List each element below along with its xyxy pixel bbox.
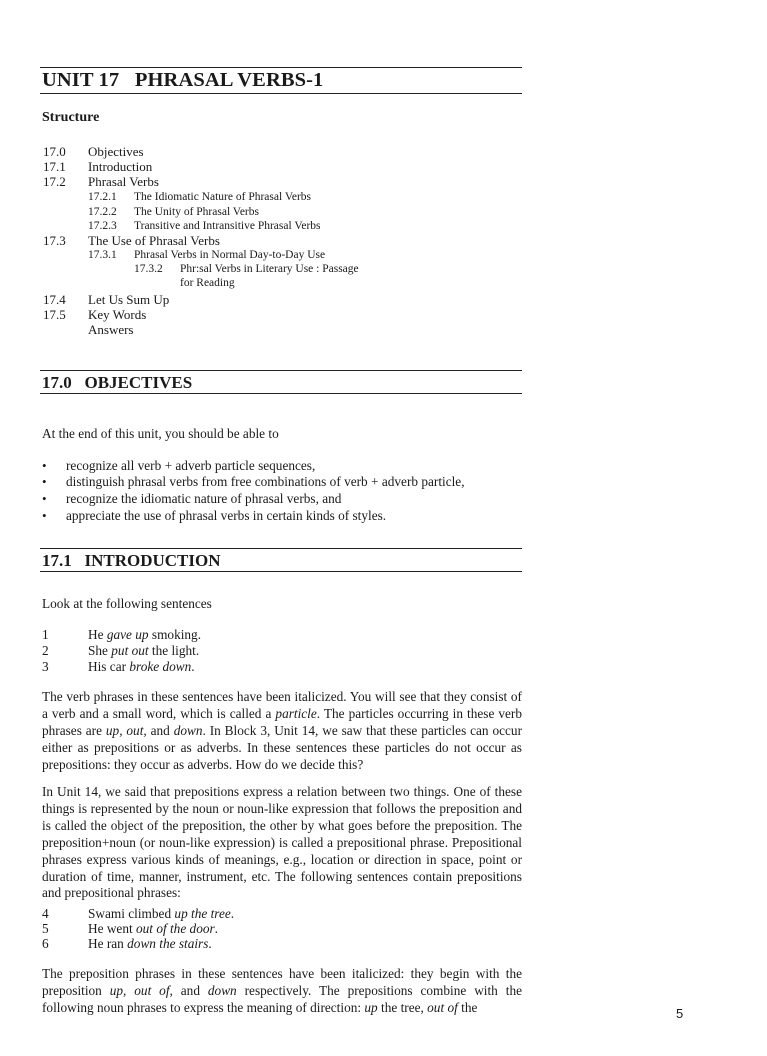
introduction-top-rule: [40, 548, 522, 549]
toc-number: 17.2.2: [88, 206, 117, 218]
bullet-icon: •: [42, 474, 47, 489]
toc-label: Let Us Sum Up: [88, 292, 170, 307]
title-bottom-rule: [40, 93, 522, 94]
text-run: . The particles occurring in these verb phrases are: [42, 705, 523, 738]
example-plain: He ran: [88, 936, 128, 951]
objectives-bottom-rule: [40, 393, 522, 394]
example-plain: He: [88, 627, 107, 642]
example-plain: .: [230, 906, 235, 921]
example-plain: She: [88, 643, 112, 658]
objectives-top-rule: [40, 370, 522, 371]
toc-number: 17.3.2: [134, 263, 163, 275]
text-run: and: [172, 982, 208, 998]
unit-title: UNIT 17 PHRASAL VERBS-1: [42, 69, 324, 91]
paragraph-verb-phrases: [42, 689, 522, 774]
bullet-icon: •: [42, 491, 47, 506]
objectives-intro: At the end of this unit, you should be able to: [42, 426, 279, 441]
toc-label: Phr:sal Verbs in Literary Use : Passage: [180, 263, 359, 275]
example-number: 1: [42, 627, 49, 642]
bullet-icon: •: [42, 508, 47, 523]
text-run: The verb phrases in these sentences have been italicized. You will see that they consist of a verb and a small word, which is called a: [42, 689, 522, 721]
italic-run: up, out of,: [109, 982, 173, 998]
italic-run: up: [364, 999, 378, 1015]
toc-number: 17.3.1: [88, 249, 117, 261]
example-text: [88, 627, 201, 643]
example-text: [88, 936, 212, 952]
example-number: 6: [42, 936, 49, 951]
example-plain: .: [208, 936, 212, 951]
italic-run: down: [207, 982, 237, 998]
objectives-heading: 17.0 OBJECTIVES: [42, 373, 193, 392]
example-number: 5: [42, 921, 49, 936]
italic-run: particle: [275, 705, 317, 721]
text-run: respectively. The prepositions combine with the following noun phrases to express the meaning of direction:: [42, 982, 522, 1015]
example-text: [88, 921, 218, 937]
example-plain: smoking.: [148, 627, 202, 642]
toc-label: Phrasal Verbs in Normal Day-to-Day Use: [134, 249, 326, 261]
toc-number: 17.3: [43, 233, 66, 248]
toc-label: The Use of Phrasal Verbs: [88, 233, 220, 248]
italic-run: out of: [427, 999, 458, 1015]
bullet-icon: •: [42, 458, 47, 473]
text-run: the: [457, 999, 478, 1015]
toc-label: Key Words: [88, 307, 147, 322]
example-plain: the light.: [148, 643, 200, 658]
text-run: and: [146, 722, 174, 738]
example-italic: down the stairs: [127, 936, 209, 951]
introduction-bottom-rule: [40, 571, 522, 572]
toc-label: The Idiomatic Nature of Phrasal Verbs: [134, 191, 312, 203]
objective-text: distinguish phrasal verbs from free combinations of verb + adverb particle,: [66, 474, 465, 489]
italic-run: down: [173, 722, 203, 738]
objective-text: recognize the idiomatic nature of phrasal verbs, and: [66, 491, 342, 506]
example-plain: His car: [88, 659, 130, 674]
example-italic: gave up: [106, 627, 149, 642]
objective-text: appreciate the use of phrasal verbs in certain kinds of styles.: [66, 508, 387, 523]
italic-run: up, out,: [105, 722, 147, 738]
example-plain: He went: [88, 921, 136, 936]
example-plain: .: [214, 921, 218, 936]
objective-text: recognize all verb + adverb particle sequences,: [66, 458, 316, 473]
example-italic: put out: [111, 643, 149, 658]
toc-number: 17.0: [43, 144, 66, 159]
introduction-heading: 17.1 INTRODUCTION: [42, 551, 221, 570]
toc-label: The Unity of Phrasal Verbs: [134, 206, 259, 218]
toc-number: 17.2: [43, 174, 66, 189]
paragraph-prepositions: In Unit 14, we said that prepositions express a relation between two things. One of these things is represented by the noun or noun-like expression that follows the preposition and is called the object of the preposition, the other by what goes before the preposition. The preposition+noun (or noun-like expression) is called a prepositional phrase. Prepositional phrases express various kinds of meanings, e.g., location or direction in space, point or duration of time, manner, instrument, etc. The following sentences contain prepositions and prepositional phrases:: [42, 784, 522, 901]
example-plain: Swami climbed: [88, 906, 175, 921]
example-text: [88, 906, 234, 922]
toc-label: Answers: [88, 322, 134, 337]
example-italic: out of the door: [136, 921, 215, 936]
toc-number: 17.2.3: [88, 220, 117, 232]
example-number: 2: [42, 643, 49, 658]
example-text: [88, 643, 199, 659]
toc-label: Transitive and Intransitive Phrasal Verbs: [134, 220, 321, 232]
text-run: . In Block 3, Unit 14, we saw that these particles can occur either as prepositions or as adverbs. In these sentences these particles do not occur as prepositions: they occur as adverbs. How do we decide this?: [42, 722, 522, 772]
example-text: [88, 659, 195, 675]
introduction-lead: Look at the following sentences: [42, 596, 212, 611]
page-number: 5: [676, 1006, 684, 1021]
toc-label: Introduction: [88, 159, 153, 174]
example-number: 4: [42, 906, 49, 921]
toc-number: 17.2.1: [88, 191, 117, 203]
example-italic: up the tree: [174, 906, 231, 921]
toc-number: 17.1: [43, 159, 66, 174]
toc-number: 17.4: [43, 292, 66, 307]
paragraph-italicized-phrases: [42, 966, 522, 1017]
structure-heading: Structure: [42, 110, 100, 125]
example-number: 3: [42, 659, 49, 674]
title-top-rule: [40, 67, 522, 68]
text-run: The preposition phrases in these sentences have been italicized: they begin with the preposition: [42, 966, 522, 998]
toc-label: Objectives: [88, 144, 144, 159]
example-plain: .: [191, 659, 195, 674]
example-italic: broke down: [129, 659, 192, 674]
toc-label: Phrasal Verbs: [88, 174, 159, 189]
toc-label: for Reading: [180, 277, 235, 289]
toc-number: 17.5: [43, 307, 66, 322]
text-run: the tree,: [377, 999, 428, 1015]
